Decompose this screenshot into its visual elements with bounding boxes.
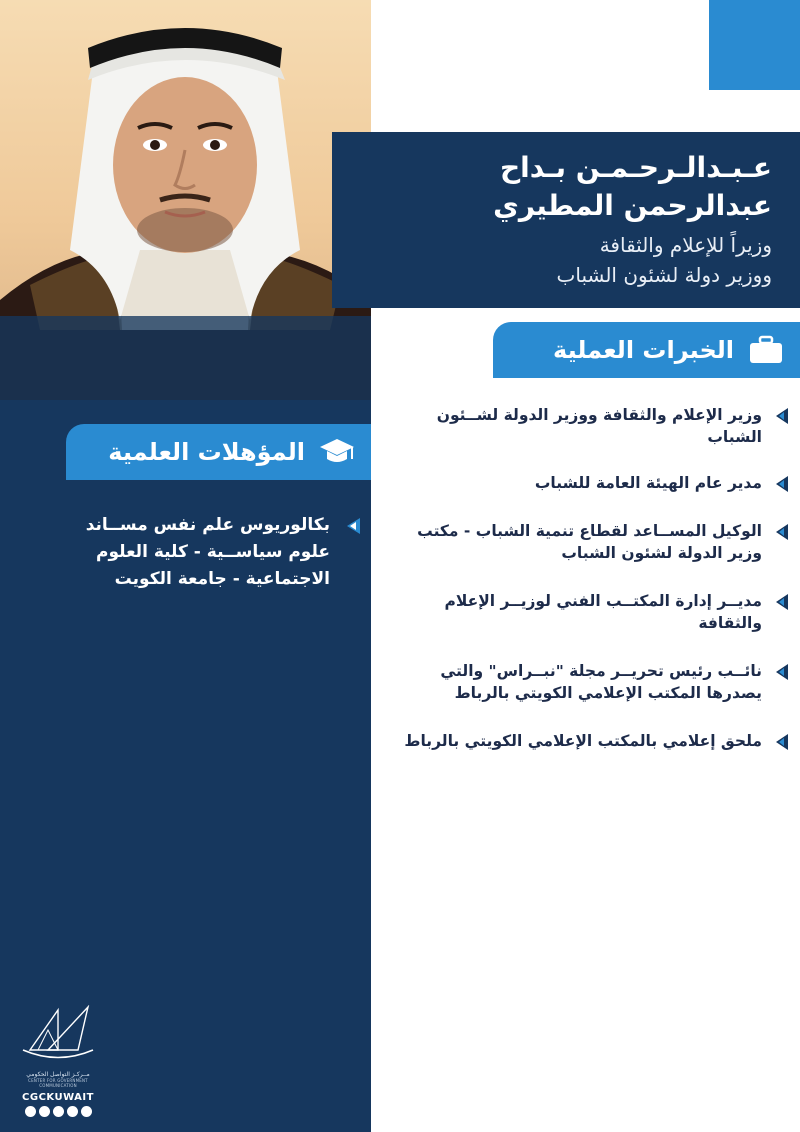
social-icons	[18, 1106, 98, 1117]
snapchat-icon[interactable]	[25, 1106, 36, 1117]
experience-item-text: مدير عام الهيئة العامة للشباب	[534, 474, 762, 492]
list-item	[55, 512, 360, 593]
experience-list	[400, 400, 790, 752]
briefcase-icon	[746, 334, 786, 366]
name-box	[332, 132, 800, 308]
list-item	[400, 660, 790, 704]
sail-logo-icon	[18, 1005, 98, 1065]
bullet-arrow-icon	[774, 664, 788, 680]
experience-item-text: مديــر إدارة المكتــب الفني لوزيــر الإعلام والثقافة	[444, 592, 762, 632]
accent-block	[709, 0, 800, 90]
bullet-arrow-icon	[774, 524, 788, 540]
cgc-logo	[18, 1005, 108, 1115]
youtube-icon[interactable]	[67, 1106, 78, 1117]
experience-item-text: نائــب رئيس تحريــر مجلة "نبــراس" والتي يصدرها المكتب الإعلامي الكويتي بالرباط	[440, 662, 762, 702]
title-line-1: وزيراً للإعلام والثقافة	[599, 233, 772, 257]
list-item	[400, 520, 790, 564]
title-line-2: ووزير دولة لشئون الشباب	[556, 263, 772, 287]
experience-item-text: الوكيل المســاعد لقطاع تنمية الشباب - مكتب وزير الدولة لشئون الشباب	[417, 522, 762, 562]
experience-item-text: وزير الإعلام والثقافة ووزير الدولة لشــئون الشباب	[436, 406, 762, 446]
instagram-icon[interactable]	[39, 1106, 50, 1117]
education-list	[55, 512, 360, 593]
bullet-arrow-icon	[344, 518, 360, 534]
logo-subtitle: CENTER FOR GOVERNMENT COMMUNICATION	[28, 1078, 88, 1088]
name-line-1: عـبـدالـرحـمـن بـداح	[499, 151, 772, 184]
graduation-cap-icon	[317, 436, 357, 468]
list-item	[400, 730, 790, 752]
bullet-arrow-icon	[774, 594, 788, 610]
education-heading: المؤهلات العلمية	[108, 438, 305, 466]
bullet-arrow-icon	[774, 408, 788, 424]
list-item	[400, 590, 790, 634]
facebook-icon[interactable]	[81, 1106, 92, 1117]
left-column	[0, 0, 371, 1132]
portrait-photo	[0, 0, 371, 400]
experience-header	[493, 322, 800, 378]
bullet-arrow-icon	[774, 734, 788, 750]
twitter-icon[interactable]	[53, 1106, 64, 1117]
experience-item-text: ملحق إعلامي بالمكتب الإعلامي الكويتي بالرباط	[404, 732, 762, 750]
name-line-2: عبدالرحمن المطيري	[493, 189, 772, 222]
photo-overlay	[0, 316, 371, 400]
experience-heading: الخبرات العملية	[553, 336, 734, 364]
education-header	[66, 424, 371, 480]
logo-arabic-text: مــركـز التواصل الحكومي	[26, 1071, 90, 1078]
list-item	[400, 404, 790, 448]
bullet-arrow-icon	[774, 476, 788, 492]
education-item-text: بكالوريوس علم نفس مســاند علوم سياســية - كلية العلوم الاجتماعية - جامعة الكويت	[85, 515, 330, 589]
list-item	[400, 472, 790, 494]
logo-name: CGCKUWAIT	[22, 1092, 94, 1103]
